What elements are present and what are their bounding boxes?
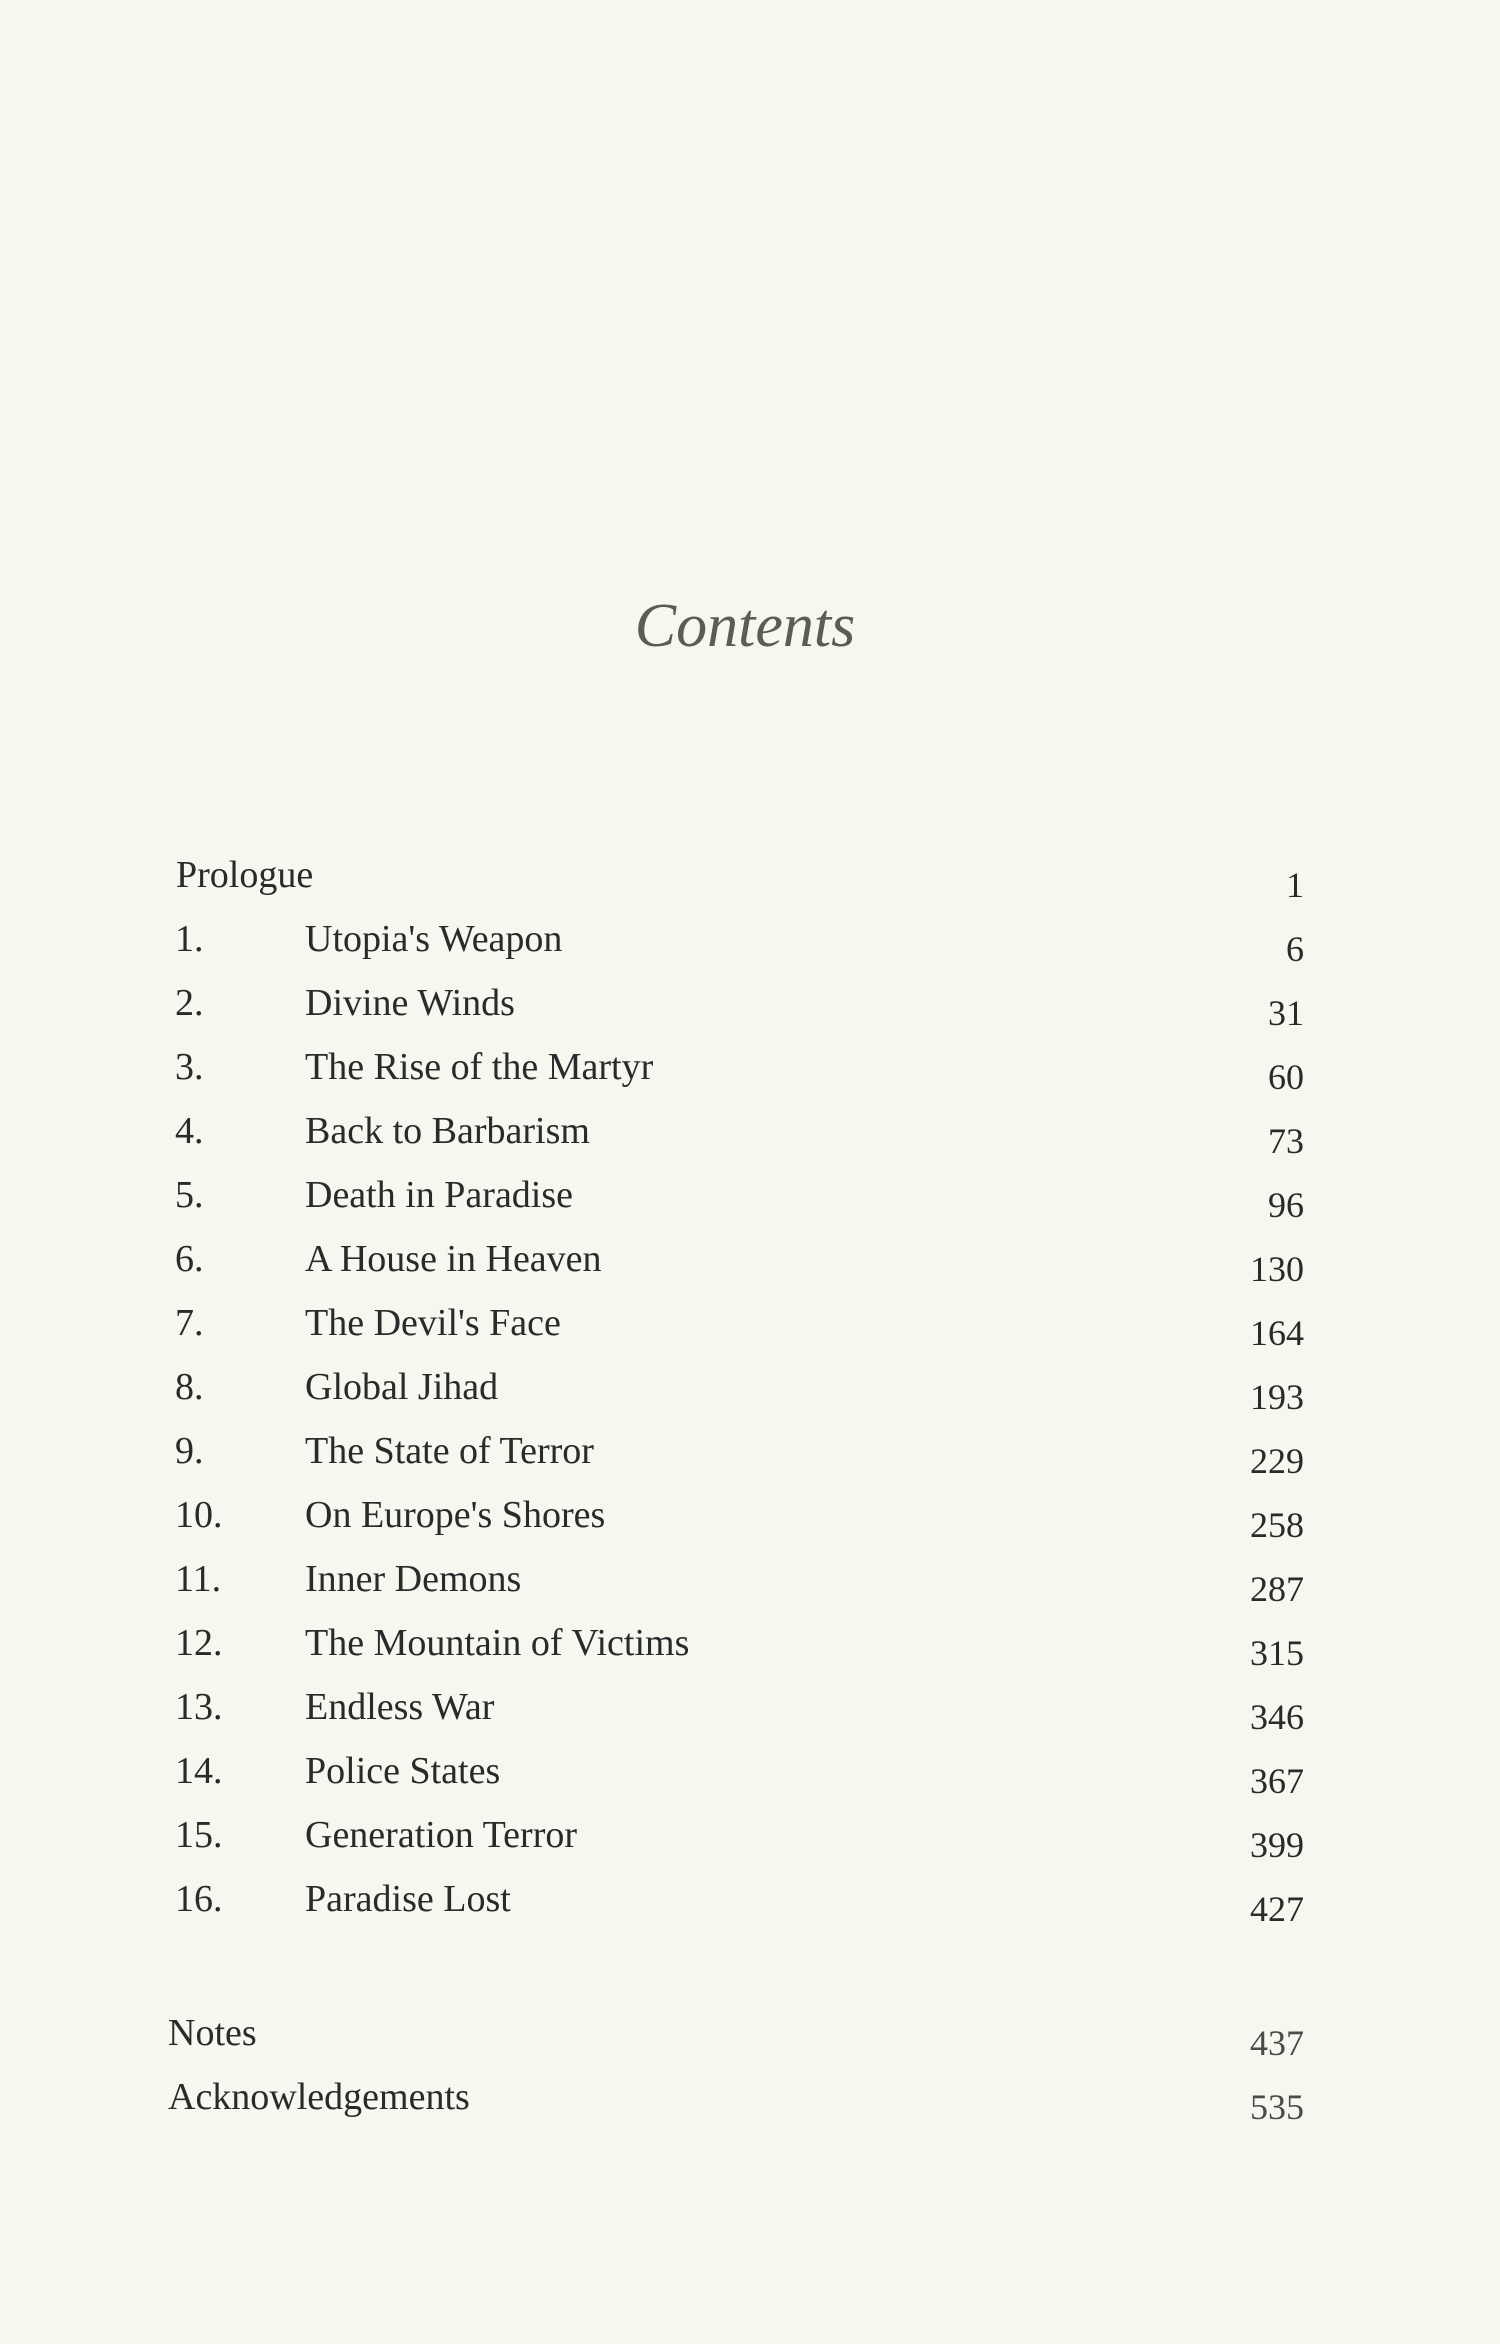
entry-label: Prologue: [176, 854, 314, 896]
chapter-page: 258: [1250, 1505, 1304, 1545]
chapter-title: A House in Heaven: [305, 1238, 602, 1280]
chapter-title: On Europe's Shores: [305, 1494, 606, 1536]
chapter-number: 6.: [175, 1238, 204, 1280]
chapter-page: 96: [1268, 1185, 1304, 1225]
toc-entry-chapter[interactable]: [0, 914, 1500, 969]
chapter-title: Inner Demons: [305, 1558, 522, 1600]
chapter-page: 193: [1250, 1377, 1304, 1417]
chapter-number: 14.: [175, 1750, 223, 1792]
entry-page: 535: [1250, 2087, 1304, 2127]
chapter-number: 11.: [175, 1558, 222, 1600]
toc-entry-chapter[interactable]: [0, 1810, 1500, 1865]
chapter-number: 13.: [175, 1686, 223, 1728]
entry-page: 1: [1286, 865, 1304, 905]
chapter-number: 3.: [175, 1046, 204, 1088]
chapter-page: 73: [1268, 1121, 1304, 1161]
chapter-title: Utopia's Weapon: [305, 918, 563, 960]
chapter-page: 164: [1250, 1313, 1304, 1353]
chapter-page: 60: [1268, 1057, 1304, 1097]
chapter-page: 315: [1250, 1633, 1304, 1673]
chapter-title: The Mountain of Victims: [305, 1622, 690, 1664]
chapter-number: 9.: [175, 1430, 204, 1472]
chapter-title: Police States: [305, 1750, 501, 1792]
toc-entry-acknowledgements[interactable]: [0, 2072, 1500, 2127]
toc-entry-chapter[interactable]: [0, 1170, 1500, 1225]
chapter-number: 4.: [175, 1110, 204, 1152]
toc-entry-notes[interactable]: [0, 2008, 1500, 2063]
chapter-page: 287: [1250, 1569, 1304, 1609]
chapter-page: 427: [1250, 1889, 1304, 1929]
toc-entry-chapter[interactable]: [0, 1746, 1500, 1801]
toc-entry-prologue[interactable]: [0, 850, 1500, 905]
chapter-page: 346: [1250, 1697, 1304, 1737]
chapter-title: The Devil's Face: [305, 1302, 561, 1344]
page-title: Contents: [634, 592, 856, 660]
toc-entry-chapter[interactable]: [0, 1874, 1500, 1929]
chapter-title: The State of Terror: [305, 1430, 594, 1472]
chapter-number: 15.: [175, 1814, 223, 1856]
toc-entry-chapter[interactable]: [0, 1618, 1500, 1673]
toc-entry-chapter[interactable]: [0, 978, 1500, 1033]
chapter-title: The Rise of the Martyr: [305, 1046, 654, 1088]
chapter-number: 12.: [175, 1622, 223, 1664]
chapter-title: Generation Terror: [305, 1814, 578, 1856]
entry-label: Acknowledgements: [168, 2076, 470, 2118]
chapter-number: 8.: [175, 1366, 204, 1408]
toc-entry-chapter[interactable]: [0, 1042, 1500, 1097]
entry-page: 437: [1250, 2023, 1304, 2063]
toc-entry-chapter[interactable]: [0, 1298, 1500, 1353]
chapter-page: 367: [1250, 1761, 1304, 1801]
chapter-page: 229: [1250, 1441, 1304, 1481]
chapter-page: 399: [1250, 1825, 1304, 1865]
toc-entry-chapter[interactable]: [0, 1554, 1500, 1609]
toc-entry-chapter[interactable]: [0, 1234, 1500, 1289]
chapter-page: 31: [1268, 993, 1304, 1033]
chapter-number: 10.: [175, 1494, 223, 1536]
toc-entry-chapter[interactable]: [0, 1426, 1500, 1481]
chapter-title: Death in Paradise: [305, 1174, 574, 1216]
chapter-title: Divine Winds: [305, 982, 515, 1024]
toc-entry-chapter[interactable]: [0, 1490, 1500, 1545]
chapter-title: Back to Barbarism: [305, 1110, 590, 1152]
chapter-number: 5.: [175, 1174, 204, 1216]
chapter-title: Endless War: [305, 1686, 495, 1728]
entry-label: Notes: [168, 2012, 257, 2054]
toc-entry-chapter[interactable]: [0, 1106, 1500, 1161]
chapter-number: 1.: [175, 918, 204, 960]
chapter-title: Paradise Lost: [305, 1878, 511, 1920]
chapter-number: 7.: [175, 1302, 204, 1344]
chapter-number: 2.: [175, 982, 204, 1024]
chapter-number: 16.: [175, 1878, 223, 1920]
chapter-page: 130: [1250, 1249, 1304, 1289]
chapter-page: 6: [1286, 929, 1304, 969]
chapter-title: Global Jihad: [305, 1366, 499, 1408]
toc-entry-chapter[interactable]: [0, 1362, 1500, 1417]
toc-entry-chapter[interactable]: [0, 1682, 1500, 1737]
